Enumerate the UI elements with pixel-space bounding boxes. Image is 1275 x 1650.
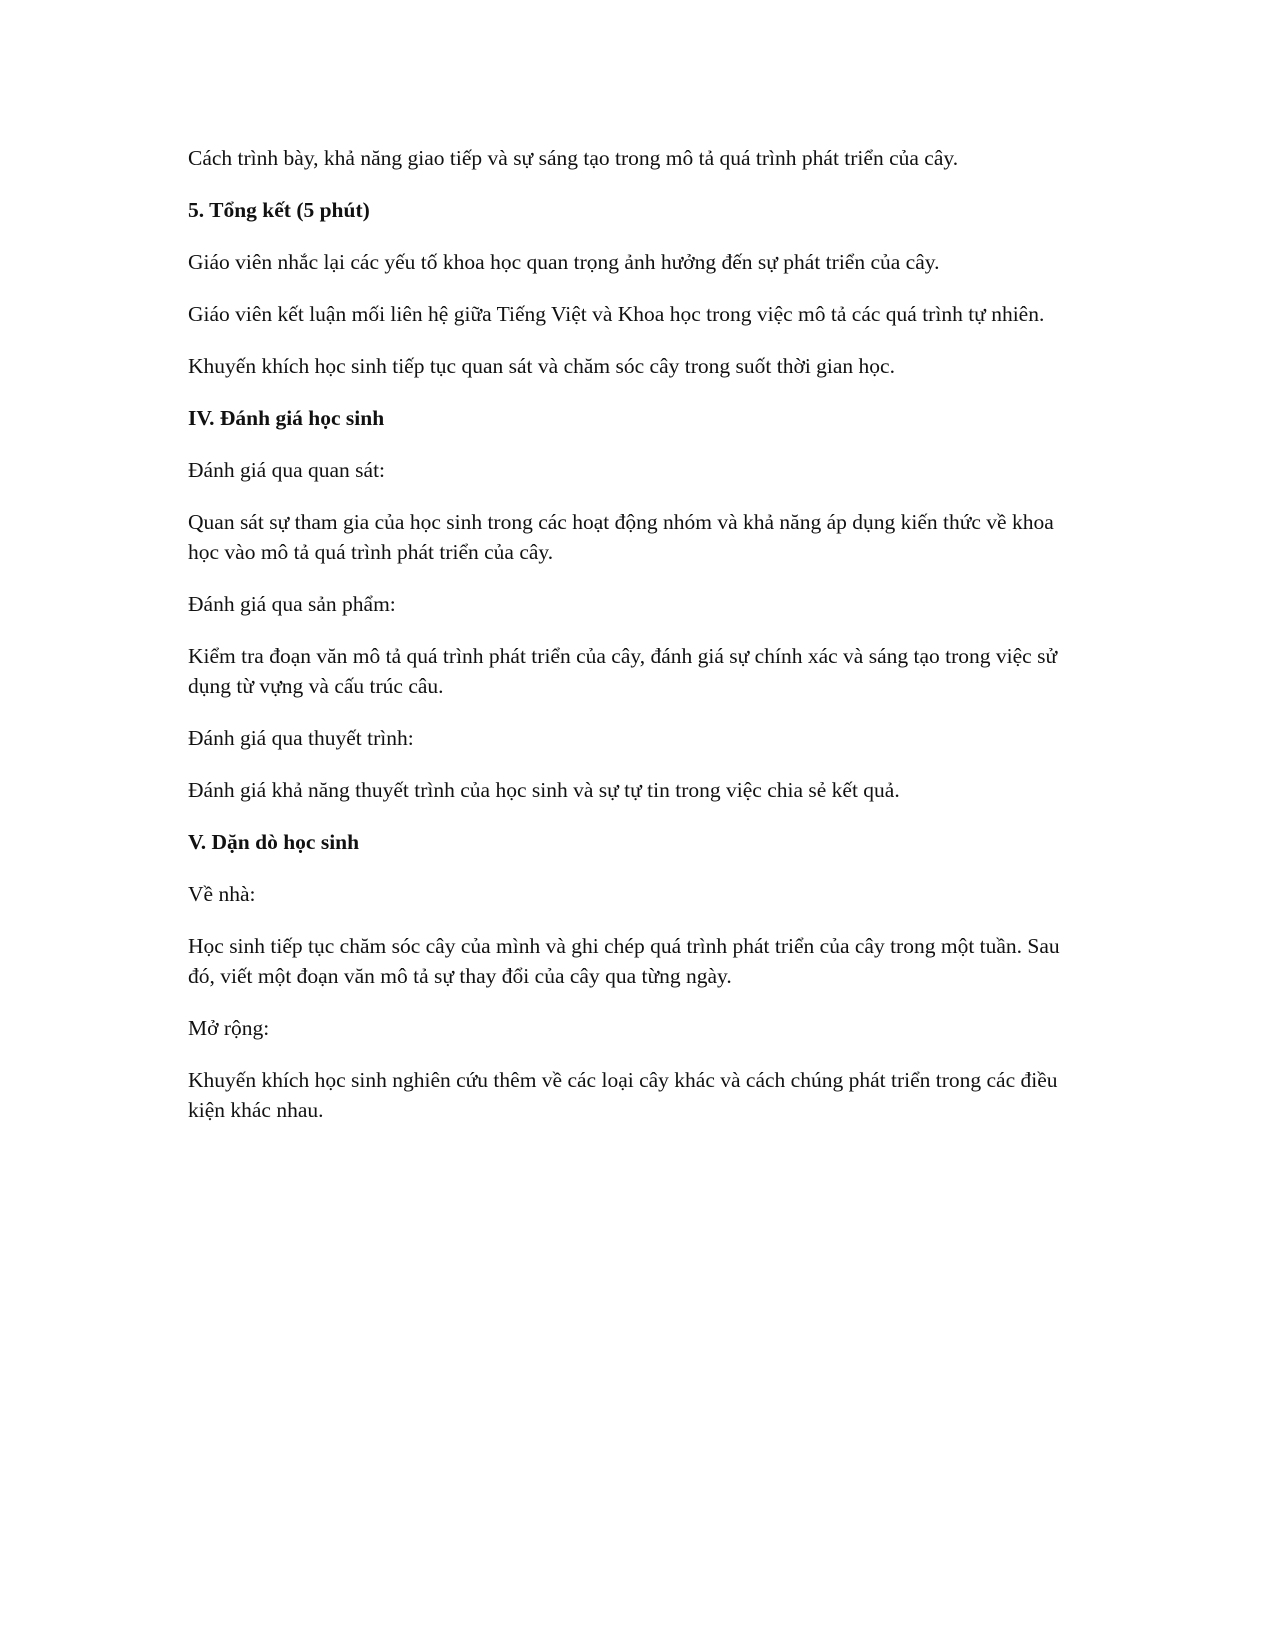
paragraph-presentation-criteria: Cách trình bày, khả năng giao tiếp và sự sáng tạo trong mô tả quá trình phát triển của cây. <box>188 146 959 170</box>
paragraph-extension: Khuyến khích học sinh nghiên cứu thêm về các loại cây khác và cách chúng phát triển trong các điều kiện khác nhau. <box>188 1068 1058 1122</box>
heading-student-assessment: IV. Đánh giá học sinh <box>188 406 385 430</box>
label-assess-presentation: Đánh giá qua thuyết trình: <box>188 726 414 750</box>
label-homework: Về nhà: <box>188 882 256 906</box>
paragraph-teacher-recap: Giáo viên nhắc lại các yếu tố khoa học quan trọng ảnh hưởng đến sự phát triển của cây. <box>188 250 940 274</box>
paragraph-encourage-observation: Khuyến khích học sinh tiếp tục quan sát và chăm sóc cây trong suốt thời gian học. <box>188 354 895 378</box>
label-assess-observation: Đánh giá qua quan sát: <box>188 458 386 482</box>
paragraph-teacher-conclusion: Giáo viên kết luận mối liên hệ giữa Tiếng Việt và Khoa học trong việc mô tả các quá trình tự nhiên. <box>188 302 1045 326</box>
paragraph-assess-presentation: Đánh giá khả năng thuyết trình của học sinh và sự tự tin trong việc chia sẻ kết quả. <box>188 778 900 802</box>
label-assess-product: Đánh giá qua sản phẩm: <box>188 592 396 616</box>
paragraph-assess-observation: Quan sát sự tham gia của học sinh trong các hoạt động nhóm và khả năng áp dụng kiến thức về khoa học vào mô tả quá trình phát triển của cây. <box>188 510 1054 564</box>
paragraph-homework: Học sinh tiếp tục chăm sóc cây của mình và ghi chép quá trình phát triển của cây trong một tuần. Sau đó, viết một đoạn văn mô tả sự thay đổi của cây qua từng ngày. <box>188 934 1060 988</box>
document-body <box>188 143 1088 1147</box>
heading-student-instructions: V. Dặn dò học sinh <box>188 830 360 854</box>
paragraph-assess-product: Kiểm tra đoạn văn mô tả quá trình phát triển của cây, đánh giá sự chính xác và sáng tạo trong việc sử dụng từ vựng và cấu trúc câu. <box>188 644 1058 698</box>
label-extension: Mở rộng: <box>188 1016 270 1040</box>
heading-summary: 5. Tổng kết (5 phút) <box>188 198 370 222</box>
